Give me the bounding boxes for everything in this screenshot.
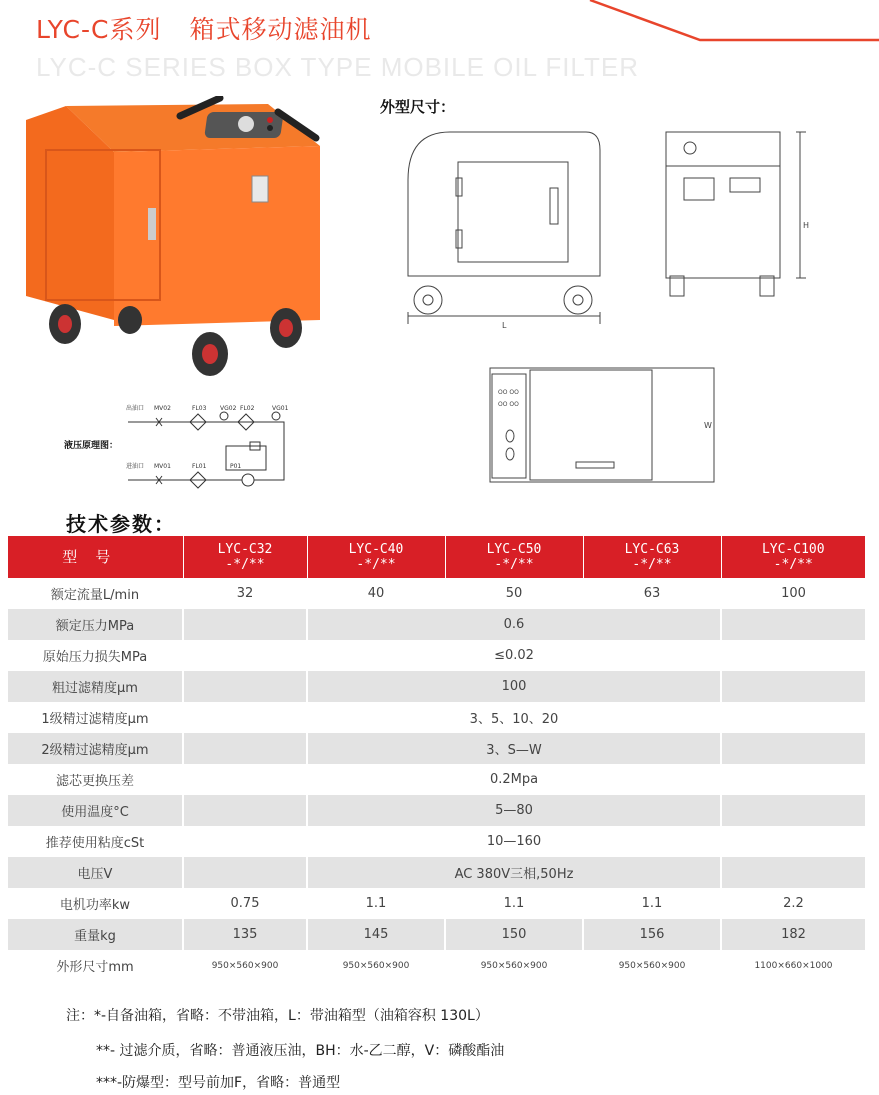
table-cell <box>183 857 307 888</box>
table-row <box>8 702 865 733</box>
table-row <box>8 857 865 888</box>
inlet-valve-label: MV01 <box>154 463 171 470</box>
table-cell <box>183 795 307 826</box>
title-model: LYC-C系列 <box>36 15 162 44</box>
product-image <box>20 96 340 378</box>
header-model <box>583 536 721 578</box>
outlet-label: 出油口 <box>126 405 145 412</box>
model-suffix: -*/** <box>225 557 265 572</box>
row-label: 电压V <box>8 857 183 888</box>
table-cell: 1100×660×1000 <box>721 950 865 981</box>
fl01-label: FL01 <box>192 463 207 470</box>
table-cell <box>721 733 865 764</box>
p01-label: P01 <box>230 463 242 470</box>
table-cell-common: 10—160 <box>307 826 721 857</box>
fl02-label: FL02 <box>240 405 255 412</box>
table-cell: 150 <box>445 919 583 950</box>
table-cell: 100 <box>721 578 865 609</box>
svg-text:OO OO: OO OO <box>498 401 519 408</box>
table-cell-common: 0.6 <box>307 609 721 640</box>
header-model <box>307 536 445 578</box>
table-cell-common: 100 <box>307 671 721 702</box>
row-label: 电机功率kw <box>59 898 131 913</box>
outlet-valve-label: MV02 <box>154 405 171 412</box>
table-cell <box>721 671 865 702</box>
row-label: 额定流量L/min <box>50 588 140 603</box>
row-label: 粗过滤精度μm <box>8 671 183 702</box>
row-label: 原始压力损失MPa <box>42 650 148 665</box>
table-cell-common: 0.2Mpa <box>307 764 721 795</box>
table-cell <box>183 609 307 640</box>
table-row <box>8 640 865 671</box>
table-row <box>8 888 865 919</box>
dim-W: W <box>704 421 712 430</box>
row-label: 滤芯更换压差 <box>55 774 134 789</box>
dim-H: H <box>803 221 810 230</box>
table-row <box>8 826 865 857</box>
spec-table <box>8 536 865 981</box>
table-cell <box>721 857 865 888</box>
table-row <box>8 764 865 795</box>
note-1: 注：*-自备油箱，省略：不带油箱，L：带油箱型（油箱容积 130L） <box>66 1008 489 1024</box>
hydraulic-schematic <box>126 400 306 494</box>
table-cell <box>183 640 307 671</box>
table-cell <box>721 640 865 671</box>
table-row <box>8 578 865 609</box>
table-cell: 63 <box>583 578 721 609</box>
row-label: 使用温度°C <box>8 795 183 826</box>
title-name: 箱式移动滤油机 <box>189 15 372 44</box>
table-cell <box>721 609 865 640</box>
row-label: 2级精过滤精度μm <box>8 733 183 764</box>
row-label: 外形尺寸mm <box>56 960 134 975</box>
dimensions-label: 外型尺寸： <box>380 98 456 116</box>
table-cell <box>721 702 865 733</box>
table-row <box>8 671 865 702</box>
table-cell: 1.1 <box>583 888 721 919</box>
table-cell-common: AC 380V三相,50Hz <box>307 857 721 888</box>
note-3: ***-防爆型：型号前加F，省略：普通型 <box>96 1075 341 1091</box>
hydraulic-label: 液压原理图： <box>64 441 119 451</box>
header-model-label: 型号 <box>8 536 183 578</box>
table-cell: 32 <box>183 578 307 609</box>
header-decoration <box>560 0 879 50</box>
model-name: LYC-C100 <box>761 542 825 557</box>
table-cell: 950×560×900 <box>307 950 445 981</box>
vg02-label: VG02 <box>220 405 237 412</box>
table-cell <box>183 671 307 702</box>
table-cell: 2.2 <box>721 888 865 919</box>
note-2: **- 过滤介质，省略：普通液压油，BH：水-乙二醇，V：磷酸酯油 <box>96 1043 505 1059</box>
vg01-label: VG01 <box>272 405 289 412</box>
front-view-drawing <box>660 128 820 313</box>
inlet-label: 进油口 <box>126 463 145 470</box>
spec-body <box>8 578 865 981</box>
model-suffix: -*/** <box>773 557 813 572</box>
row-label: 额定压力MPa <box>8 609 183 640</box>
model-name: LYC-C50 <box>486 542 542 557</box>
table-cell <box>721 795 865 826</box>
side-view-drawing <box>400 126 610 331</box>
model-suffix: -*/** <box>632 557 672 572</box>
spec-header-row <box>8 536 865 578</box>
model-name: LYC-C63 <box>624 542 680 557</box>
header-model <box>445 536 583 578</box>
row-label: 重量kg <box>8 919 183 950</box>
table-cell-common: 5—80 <box>307 795 721 826</box>
table-cell: 50 <box>445 578 583 609</box>
fl03-label: FL03 <box>192 405 207 412</box>
table-cell <box>183 764 307 795</box>
model-suffix: -*/** <box>356 557 396 572</box>
table-row <box>8 795 865 826</box>
table-cell: 156 <box>583 919 721 950</box>
row-label: 推荐使用粘度cSt <box>45 836 145 851</box>
table-cell: 950×560×900 <box>183 950 307 981</box>
table-cell-common: 3、S—W <box>307 733 721 764</box>
table-cell: 1.1 <box>307 888 445 919</box>
spec-heading: 技术参数： <box>66 512 176 536</box>
table-cell: 950×560×900 <box>445 950 583 981</box>
table-row <box>8 919 865 950</box>
model-name: LYC-C40 <box>348 542 404 557</box>
table-cell: 950×560×900 <box>583 950 721 981</box>
table-cell <box>183 702 307 733</box>
table-cell <box>183 733 307 764</box>
table-row <box>8 733 865 764</box>
table-cell <box>721 826 865 857</box>
header-model <box>721 536 865 578</box>
table-cell-common: ≤0.02 <box>307 640 721 671</box>
model-name: LYC-C32 <box>217 542 273 557</box>
table-cell-common: 3、5、10、20 <box>307 702 721 733</box>
top-view-drawing <box>486 364 716 486</box>
table-cell: 135 <box>183 919 307 950</box>
table-cell <box>721 764 865 795</box>
table-cell: 40 <box>307 578 445 609</box>
dim-L: L <box>502 321 507 330</box>
top-view-marks: OO OO <box>498 389 519 396</box>
table-cell: 1.1 <box>445 888 583 919</box>
table-row <box>8 609 865 640</box>
table-cell <box>183 826 307 857</box>
table-cell: 145 <box>307 919 445 950</box>
table-row <box>8 950 865 981</box>
row-label: 1级精过滤精度μm <box>41 712 149 727</box>
page-subtitle-en: LYC-C SERIES BOX TYPE MOBILE OIL FILTER <box>36 52 639 82</box>
header-model <box>183 536 307 578</box>
model-suffix: -*/** <box>494 557 534 572</box>
table-cell: 182 <box>721 919 865 950</box>
page-title <box>36 10 371 46</box>
table-cell: 0.75 <box>183 888 307 919</box>
